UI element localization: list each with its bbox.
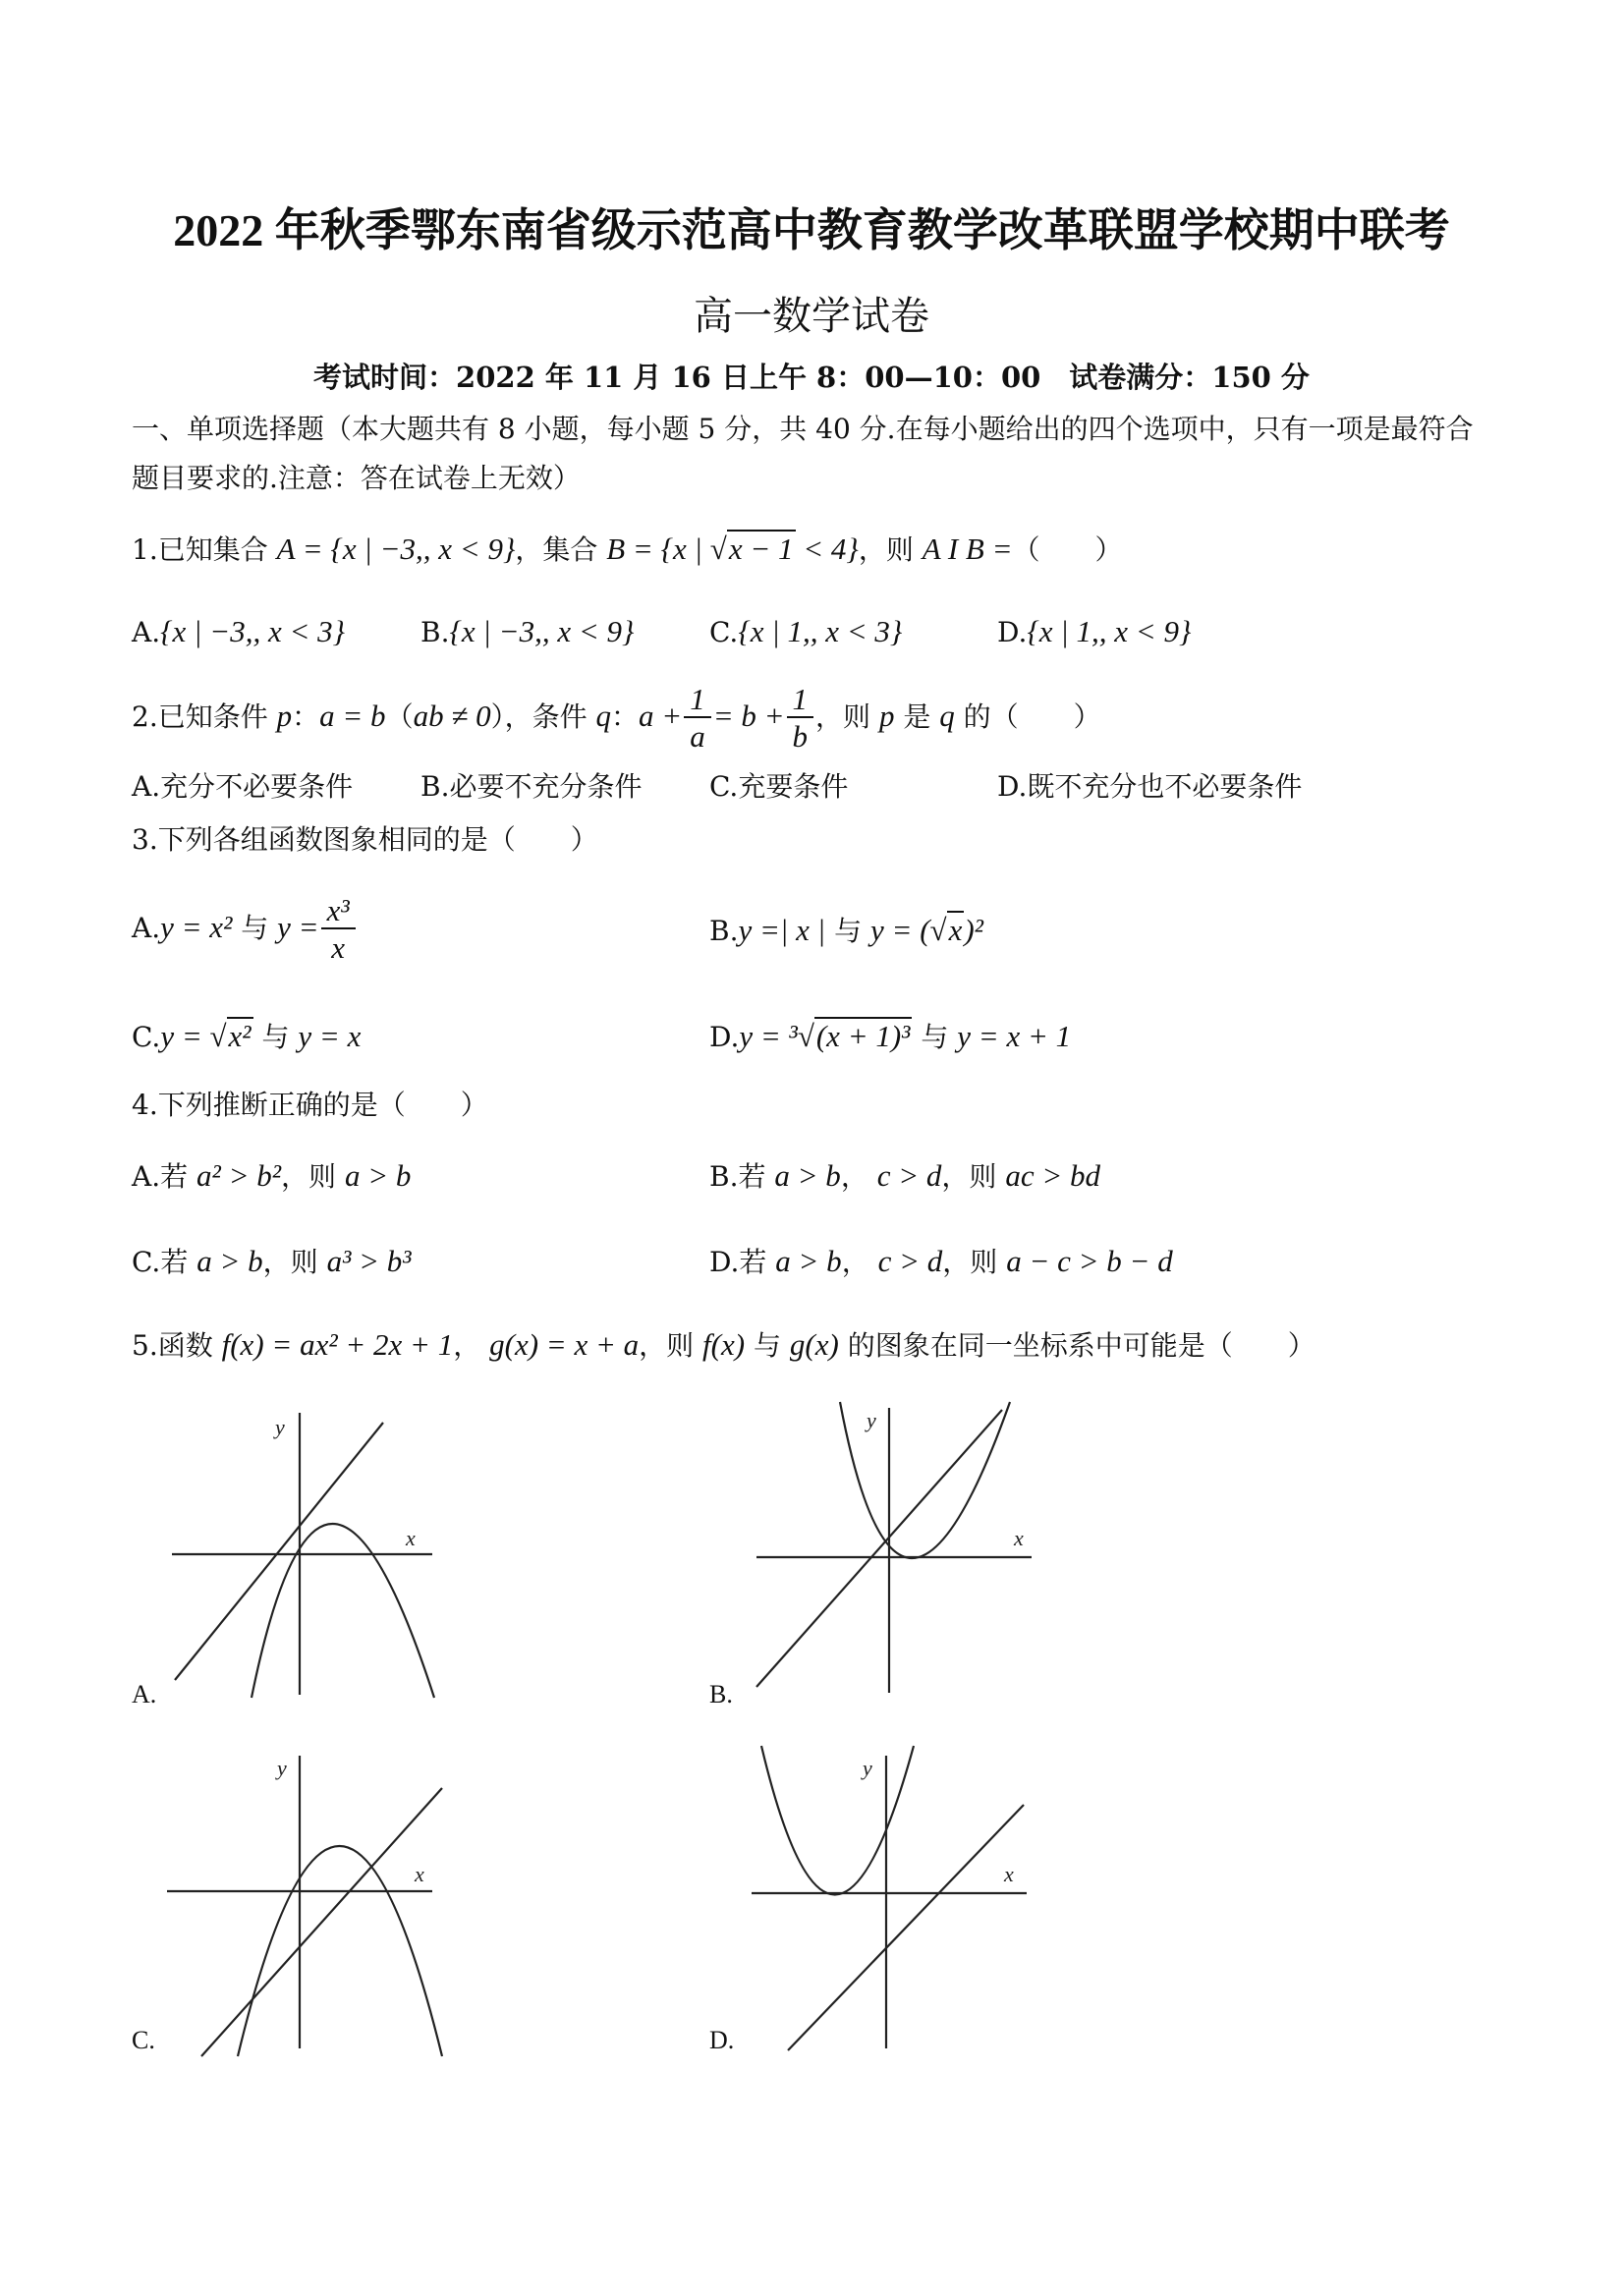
- q3b-function-1: y =| x |: [738, 913, 826, 947]
- q5-answer-bracket: 的图象在同一坐标系中可能是（ ）: [838, 1329, 1315, 1362]
- fraction-numerator: x³: [321, 894, 356, 929]
- option-label: C.: [132, 1246, 161, 1278]
- q1-text: ，则: [858, 533, 923, 566]
- section-heading-line2: 题目要求的.注意：答在试卷上无效）: [132, 462, 581, 494]
- q3c-function-2: y = x: [298, 1019, 362, 1053]
- q3c-function-1: y =: [160, 1019, 210, 1053]
- q3b-function-2: y = (: [870, 913, 930, 947]
- exam-subtitle: 高一数学试卷: [694, 294, 929, 339]
- option-label: B.: [420, 770, 450, 803]
- option-math: c > d: [876, 1158, 942, 1193]
- q3b-function-2-end: )²: [964, 913, 983, 947]
- q5-graph-b: [747, 1400, 1061, 1695]
- q2-var-q: q: [939, 699, 955, 734]
- y-axis-label: y: [867, 1408, 876, 1432]
- option-label: A.: [132, 770, 161, 803]
- straight-line: [788, 1805, 1024, 2050]
- option-label: B.: [709, 1160, 739, 1193]
- option-label: B.: [420, 616, 450, 648]
- q2-text: ：: [611, 700, 640, 734]
- q5-g-ref: g(x): [789, 1327, 839, 1362]
- option-text: {x | −3,, x < 3}: [160, 614, 346, 648]
- q2-lhs: a +: [639, 699, 683, 734]
- q2-condition-ab: ab ≠ 0: [413, 699, 491, 734]
- option-text: 必要不充分条件: [449, 770, 643, 803]
- question-5-stem: [132, 1326, 1315, 1363]
- option-math: c > d: [877, 1244, 943, 1278]
- option-text: ，: [841, 1246, 878, 1278]
- q3d-radicand: (x + 1)³: [815, 1019, 911, 1053]
- q3-option-a: [132, 894, 358, 966]
- option-label: C.: [132, 1021, 161, 1053]
- y-axis-label: y: [275, 1415, 285, 1439]
- q5-graph-d: [747, 1744, 1061, 2058]
- straight-line: [756, 1410, 1002, 1687]
- q3-option-c: [132, 1018, 361, 1054]
- q2-option-a: [132, 770, 353, 804]
- option-math: a − c > b − d: [1006, 1244, 1173, 1278]
- option-text: 充要条件: [738, 770, 849, 803]
- option-text: {x | 1,, x < 9}: [1027, 614, 1192, 648]
- option-label: A.: [132, 1160, 161, 1193]
- q1-option-a: [132, 613, 345, 649]
- option-label: B.: [709, 915, 739, 947]
- q2-text: ），条件: [490, 700, 596, 734]
- q3b-join: 与: [825, 915, 871, 947]
- x-axis-label: x: [406, 1526, 416, 1550]
- option-text: 若: [739, 1246, 776, 1278]
- q5-function-g: g(x) = x + a: [489, 1327, 640, 1362]
- q5-graph-c: [157, 1744, 452, 2058]
- q4-option-a: [132, 1157, 411, 1194]
- q3-option-d: [709, 1018, 1071, 1054]
- q3-option-b: [709, 912, 983, 948]
- q1-sqrt-symbol: √: [709, 532, 727, 566]
- fraction-numerator: 1: [787, 683, 814, 718]
- q1-text: ，集合: [515, 533, 607, 566]
- option-math: ac > bd: [1005, 1158, 1100, 1193]
- exam-info: 考试时间：2022 年 11 月 16 日上午 8：00—10：00 试卷满分：150 分: [313, 361, 1310, 394]
- q5-text: 5.函数: [132, 1329, 222, 1362]
- option-text: 若: [160, 1246, 197, 1278]
- graph-d-label: D.: [709, 2026, 735, 2054]
- option-text: 若: [738, 1160, 775, 1193]
- fraction-numerator: 1: [684, 683, 711, 718]
- q1-option-d: [997, 613, 1191, 649]
- section-heading-line1: 一、单项选择题（本大题共有 8 小题，每小题 5 分，共 40 分.在每小题给出的四个选项中，只有一项是最符合: [132, 413, 1474, 445]
- option-math: a > b: [775, 1244, 842, 1278]
- question-4-stem: 4.下列推断正确的是（ ）: [132, 1089, 488, 1121]
- q3c-radicand: x²: [228, 1019, 252, 1053]
- q2-condition-p: a = b: [319, 699, 386, 734]
- q3d-join: 与: [912, 1021, 958, 1053]
- parabola-curve: [238, 1846, 442, 2056]
- fraction-denominator: x: [331, 930, 346, 966]
- q5-text: ，则: [639, 1329, 703, 1362]
- q2-text: 是: [894, 700, 940, 734]
- option-label: C.: [709, 616, 739, 648]
- q3c-sqrt-symbol: √: [209, 1019, 227, 1053]
- q5-f-ref: f(x): [702, 1327, 746, 1362]
- q5-function-f: f(x) = ax² + 2x + 1: [221, 1327, 454, 1362]
- exam-title: 2022 年秋季鄂东南省级示范高中教育教学改革联盟学校期中联考: [173, 205, 1450, 255]
- q3d-sqrt-symbol: √: [797, 1019, 814, 1053]
- graph-c-label: C.: [132, 2026, 155, 2054]
- option-text: {x | 1,, x < 3}: [738, 614, 903, 648]
- q1-option-c: [709, 613, 902, 649]
- q2-fraction-1: [684, 683, 711, 755]
- q1-answer-bracket: （ ）: [1012, 533, 1123, 566]
- q2-text: ，则: [815, 700, 879, 734]
- q2-text: ：: [292, 700, 320, 734]
- q2-fraction-2: [787, 683, 814, 755]
- question-3-stem: 3.下列各组函数图象相同的是（ ）: [132, 823, 598, 856]
- q1-option-b: [420, 613, 634, 649]
- q3a-fraction: [321, 894, 356, 966]
- option-text: 既不充分也不必要条件: [1027, 770, 1303, 803]
- q3d-function-2: y = x + 1: [957, 1019, 1072, 1053]
- y-axis-label: y: [277, 1756, 287, 1780]
- y-axis-label: y: [863, 1756, 872, 1780]
- x-axis-label: x: [1004, 1862, 1014, 1886]
- q2-text: 2.已知条件: [132, 700, 277, 734]
- option-math: a > b: [774, 1158, 841, 1193]
- q2-option-b: [420, 770, 643, 804]
- q5-graph-a: [157, 1405, 452, 1700]
- q2-var-q: q: [595, 699, 611, 734]
- q3a-function-2: y =: [277, 910, 319, 945]
- option-text: 充分不必要条件: [160, 770, 354, 803]
- option-math: a > b: [196, 1244, 263, 1278]
- q1-text: 1.已知集合: [132, 533, 277, 566]
- q4-option-d: [709, 1243, 1173, 1279]
- straight-line: [201, 1788, 442, 2056]
- option-text: ，: [840, 1160, 877, 1193]
- q2-var-p: p: [276, 699, 293, 734]
- option-text: 若: [160, 1160, 197, 1193]
- option-text: {x | −3,, x < 9}: [449, 614, 635, 648]
- question-1-stem: [132, 531, 1123, 567]
- q3a-join: 与: [232, 912, 278, 945]
- straight-line: [175, 1423, 383, 1680]
- q4-option-b: [709, 1157, 1100, 1194]
- option-label: D.: [709, 1246, 740, 1278]
- option-label: D.: [997, 770, 1028, 803]
- option-math: a² > b²: [196, 1158, 282, 1193]
- fraction-denominator: b: [792, 719, 809, 755]
- fraction-denominator: a: [690, 719, 705, 755]
- option-label: A.: [132, 912, 161, 945]
- x-axis-label: x: [1014, 1526, 1024, 1550]
- q1-expression: A I B =: [922, 532, 1013, 566]
- q1-set-b-radicand: x − 1: [728, 532, 794, 566]
- option-text: ，则: [262, 1246, 327, 1278]
- q2-option-d: [997, 770, 1302, 804]
- q1-set-a: A = {x | −3,, x < 9}: [276, 532, 516, 566]
- graph-a-label: A.: [132, 1680, 157, 1708]
- parabola-curve: [840, 1402, 1010, 1558]
- q2-answer-bracket: 的（ ）: [954, 700, 1101, 734]
- q3b-radicand: x: [948, 913, 963, 947]
- parabola-curve: [761, 1746, 914, 1895]
- graph-b-label: B.: [709, 1680, 733, 1708]
- option-label: C.: [709, 770, 739, 803]
- q2-text: （: [385, 700, 414, 734]
- option-math: a > b: [344, 1158, 412, 1193]
- x-axis-label: x: [415, 1862, 424, 1886]
- question-2-stem: [132, 683, 1101, 755]
- q5-text: 与: [745, 1329, 790, 1362]
- option-label: A.: [132, 616, 161, 648]
- option-text: ，则: [942, 1246, 1007, 1278]
- option-text: ，则: [941, 1160, 1006, 1193]
- q2-rhs: = b +: [712, 699, 785, 734]
- q4-option-c: [132, 1243, 412, 1279]
- q3a-function-1: y = x²: [160, 910, 233, 945]
- q3b-sqrt-symbol: √: [929, 913, 947, 947]
- option-text: ，则: [281, 1160, 345, 1193]
- q2-var-p: p: [878, 699, 895, 734]
- q3d-function-1: y = ³: [739, 1019, 798, 1053]
- q1-set-b: B = {x |: [606, 532, 710, 566]
- option-label: D.: [709, 1021, 740, 1053]
- q3c-join: 与: [252, 1021, 299, 1053]
- q2-option-c: [709, 770, 848, 804]
- option-label: D.: [997, 616, 1028, 648]
- q1-set-b-end: < 4}: [795, 532, 859, 566]
- q5-text: ，: [453, 1329, 490, 1362]
- option-math: a³ > b³: [326, 1244, 412, 1278]
